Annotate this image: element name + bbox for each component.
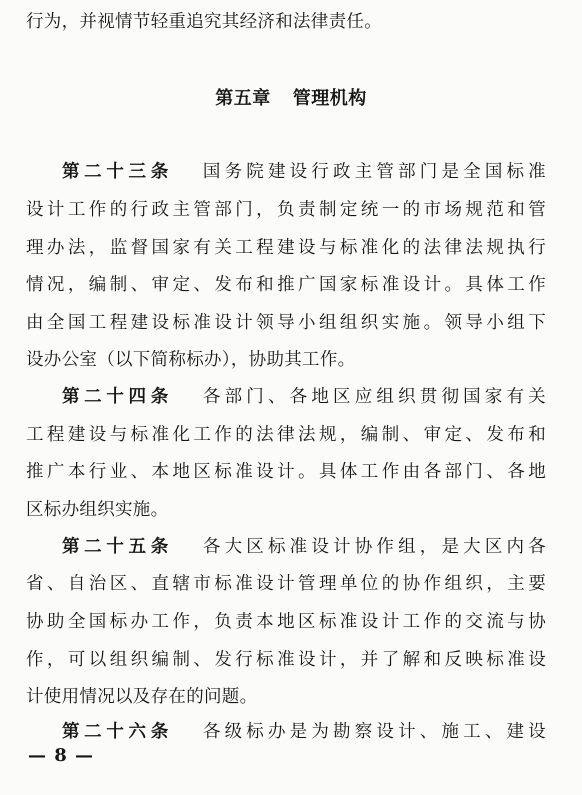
article-25-first-line bbox=[62, 535, 546, 559]
article-23-text: 国务院建设行政主管部门是全国标准 bbox=[202, 162, 546, 182]
article-23-line-6: 设办公室（以下简称标办），协助其工作。 bbox=[26, 350, 356, 370]
article-26-number: 第二十六条 bbox=[62, 722, 173, 742]
article-25-line-5: 计使用情况以及存在的问题。 bbox=[26, 687, 258, 707]
article-23-line-4: 情况，编制、审定、发布和推广国家标准设计。具体工作 bbox=[26, 275, 546, 295]
article-25-number: 第二十五条 bbox=[62, 537, 173, 557]
article-25-line-3: 协助全国标办工作，负责本地区标准设计工作的交流与协 bbox=[26, 612, 546, 632]
article-23-line-5: 由全国工程建设标准设计领导小组组织实施。领导小组下 bbox=[26, 313, 546, 333]
article-24-text: 各部门、各地区应组织贯彻国家有关 bbox=[202, 387, 546, 407]
article-23-number: 第二十三条 bbox=[62, 162, 173, 182]
page-number: — 8 — bbox=[28, 745, 95, 766]
article-24-number: 第二十四条 bbox=[62, 387, 173, 407]
article-24-first-line bbox=[62, 385, 546, 409]
article-24-line-2: 工程建设与标准化工作的法律法规，编制、审定、发布和 bbox=[26, 425, 546, 445]
chapter-number: 第五章 bbox=[215, 88, 271, 109]
chapter-title: 管理机构 bbox=[292, 88, 367, 109]
article-25-line-4: 作，可以组织编制、发行标准设计，并了解和反映标准设 bbox=[26, 650, 546, 670]
article-26-text: 各级标办是为勘察设计、施工、建设 bbox=[202, 722, 546, 742]
article-25-text: 各大区标准设计协作组，是大区内各 bbox=[202, 537, 546, 557]
article-24-line-4: 区标办组织实施。 bbox=[26, 500, 169, 520]
chapter-heading bbox=[0, 86, 582, 112]
article-25-line-2: 省、自治区、直辖市标准设计管理单位的协作组织，主要 bbox=[26, 574, 546, 594]
article-23-line-2: 设计工作的行政主管部门，负责制定统一的市场规范和管 bbox=[26, 200, 546, 220]
article-24-line-3: 推广本行业、本地区标准设计。具体工作由各部门、各地 bbox=[26, 462, 546, 482]
continued-text-line: 行为，并视情节轻重追究其经济和法律责任。 bbox=[26, 12, 382, 32]
article-23-line-3: 理办法，监督国家有关工程建设与标准化的法律法规执行 bbox=[26, 238, 546, 258]
article-23-first-line bbox=[62, 160, 546, 184]
article-26-first-line bbox=[62, 720, 546, 744]
